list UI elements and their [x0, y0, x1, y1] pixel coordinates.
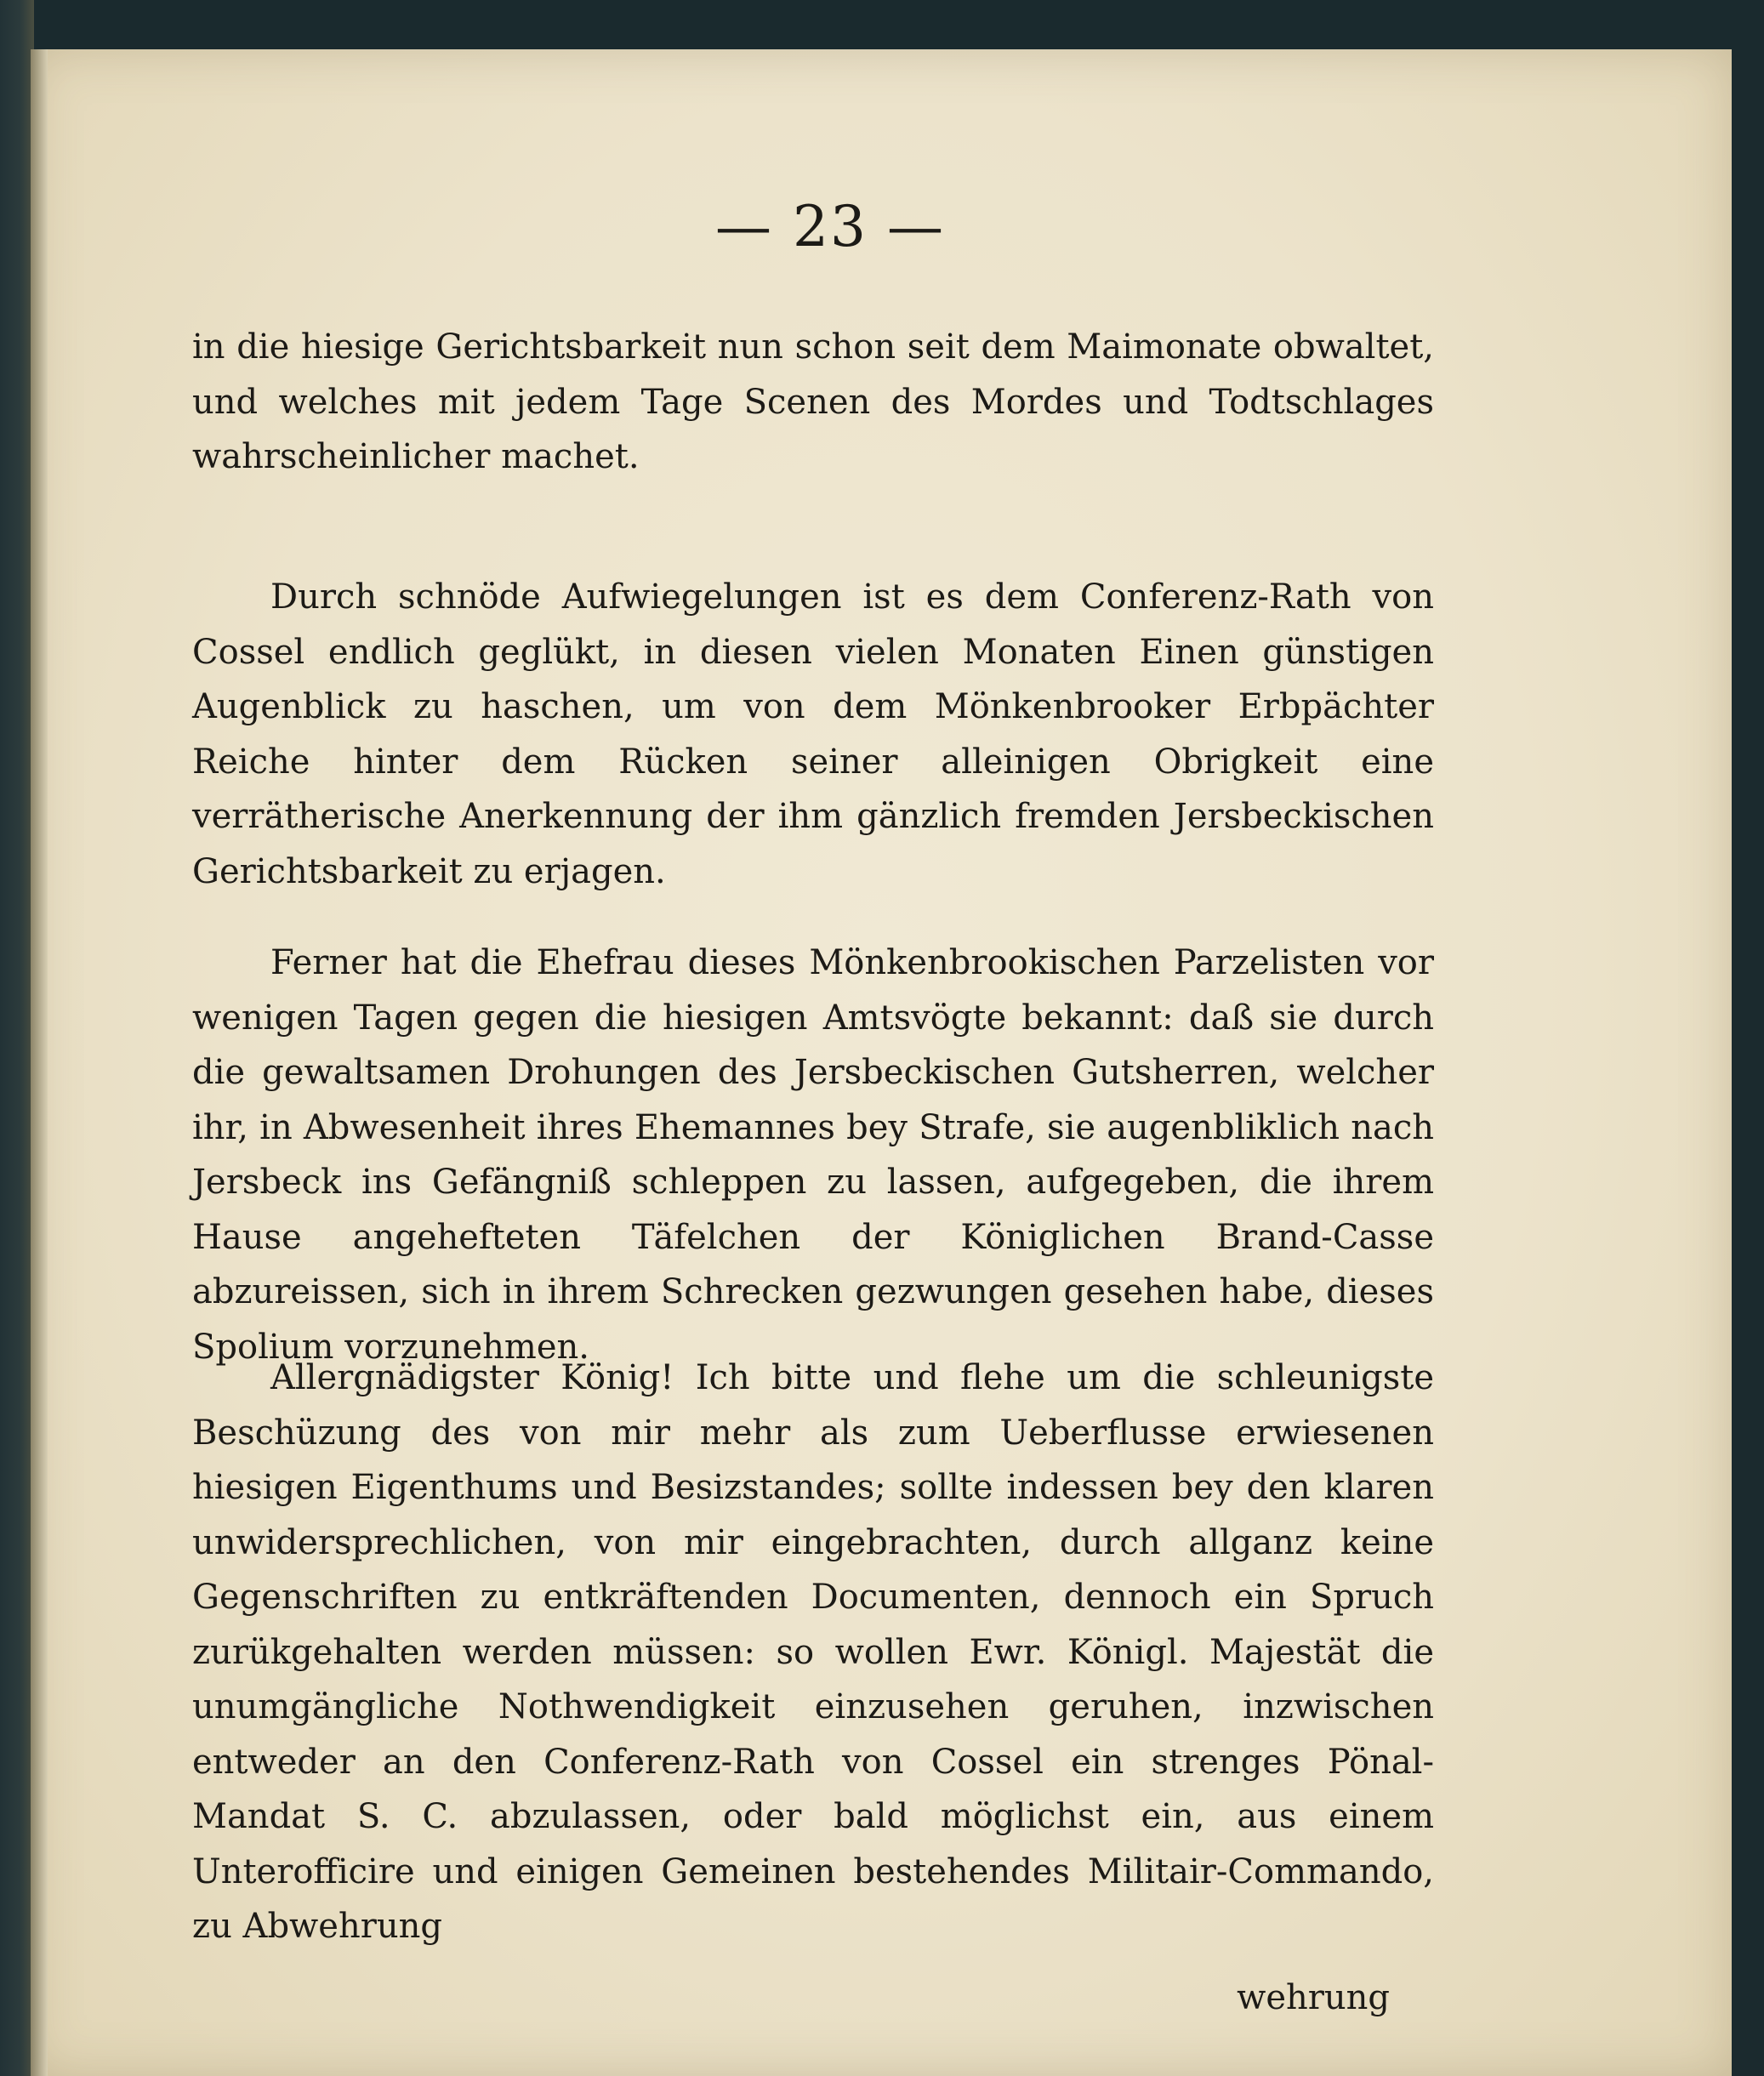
paragraph: [192, 936, 1434, 1374]
paragraph-text: Durch schnöde Aufwiegelungen ist es dem Conferenz-Rath von Cossel endlich geglükt, in diesen vielen Monaten Einen günstigen Augenblick zu haschen, um von dem Mönkenbrooker Erbpächter Reiche hinter dem Rücken seiner alleinigen Obrigkeit eine verrätherische Anerkennung der ihm gänzlich fremden Jersbeckischen Gerichtsbarkeit zu erjagen.: [192, 577, 1434, 891]
paragraph: [192, 570, 1434, 899]
page-number: — 23 —: [715, 194, 945, 259]
page-gutter-shadow: [31, 49, 48, 2076]
book-page: [31, 49, 1732, 2076]
paragraph-text: Allergnädigster König! Ich bitte und flehe um die schleunigste Beschüzung des von mir mehr als zum Ueberflusse erwiesenen hiesigen Eigenthums und Besizstandes; sollte indessen bey den klaren unwidersprechlichen, von mir eingebrachten, durch allganz keine Gegenschriften zu entkräftenden Documenten, dennoch ein Spruch zurükgehalten werden müssen: so wollen Ewr. Königl. Majestät die unumgängliche Nothwendigkeit einzusehen geruhen, inzwischen entweder an den Conferenz-Rath von Cossel ein strenges Pönal-Mandat S. C. abzulassen, oder bald möglichst ein, aus einem Unterofficire und einigen Gemeinen bestehendes Militair-Commando, zu Abwehrung: [192, 1358, 1434, 1946]
scan-background-left: [0, 0, 34, 2076]
paragraph-text: Ferner hat die Ehefrau dieses Mönkenbrookischen Parzelisten vor wenigen Tagen gegen die hiesigen Amtsvögte bekannt: daß sie durch die gewaltsamen Drohungen des Jersbeckischen Gutsherren, welcher ihr, in Abwesenheit ihres Ehemannes bey Strafe, sie augenbliklich nach Jersbeck ins Gefängniß schleppen zu lassen, aufgegeben, die ihrem Hause angehefteten Täfelchen der Königlichen Brand-Casse abzureissen, sich in ihrem Schrecken gezwungen gesehen habe, dieses Spolium vorzunehmen.: [192, 943, 1434, 1367]
paragraph: [192, 1351, 1434, 1954]
catchword: wehrung: [1237, 1978, 1390, 2017]
paragraph-text: in die hiesige Gerichtsbarkeit nun schon seit dem Maimonate obwaltet, und welches mit jedem Tage Scenen des Mordes und Todtschlages wahrscheinlicher machet.: [192, 327, 1434, 476]
paragraph-continuation: [192, 320, 1434, 485]
